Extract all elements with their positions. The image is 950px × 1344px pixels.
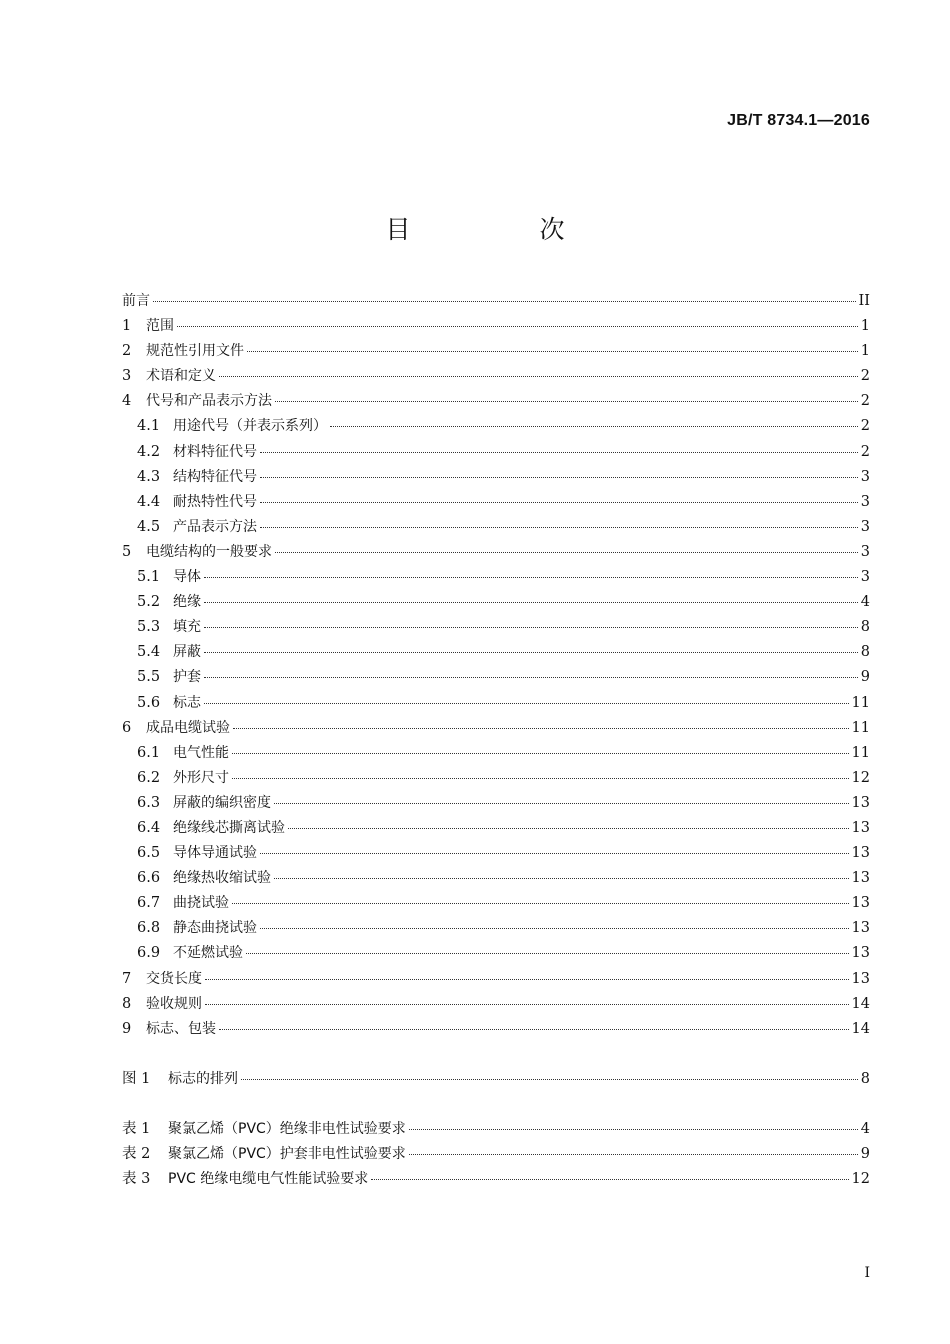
toc-entry-page: 13 xyxy=(851,819,870,836)
toc-entry-label: 导体导通试验 xyxy=(173,845,257,862)
toc-entry[interactable] xyxy=(122,540,870,565)
toc-entry-page: 1 xyxy=(860,343,870,360)
toc-entry-page: 3 xyxy=(860,493,870,510)
toc-entry-page: 2 xyxy=(860,443,870,460)
toc-main-entries xyxy=(122,289,870,1042)
toc-entry-page: 8 xyxy=(860,619,870,636)
toc-entry-page: 13 xyxy=(851,920,870,937)
toc-entry-label: 耐热特性代号 xyxy=(173,493,257,510)
toc-entry[interactable] xyxy=(122,465,870,490)
toc-entry-page: 14 xyxy=(851,1020,870,1037)
dot-leader xyxy=(204,676,858,678)
toc-entry-label: 导体 xyxy=(173,569,201,586)
dot-leader xyxy=(275,400,858,402)
toc-entry-page: 13 xyxy=(851,945,870,962)
toc-entry-number: 3 xyxy=(122,368,132,385)
toc-entry[interactable] xyxy=(122,791,870,816)
toc-entry[interactable] xyxy=(122,1017,870,1042)
toc-entry-label: 护套 xyxy=(173,669,201,686)
toc-entry-number: 6.8 xyxy=(137,920,161,937)
toc-entry-page: 8 xyxy=(860,644,870,661)
toc-entry-page: 8 xyxy=(860,1070,870,1087)
toc-entry-page: 3 xyxy=(860,569,870,586)
dot-leader xyxy=(232,752,849,754)
toc-entry-label: 电缆结构的一般要求 xyxy=(146,543,272,560)
dot-leader xyxy=(274,877,849,879)
page-title: 目 次 xyxy=(385,215,617,244)
toc-table-entries xyxy=(122,1117,870,1192)
dot-leader xyxy=(260,451,858,453)
toc-entry[interactable] xyxy=(122,1067,870,1092)
toc-entry-label: 绝缘 xyxy=(173,594,201,611)
dot-leader xyxy=(204,626,858,628)
dot-leader xyxy=(153,300,856,302)
dot-leader xyxy=(233,727,849,729)
toc-entry-page: 1 xyxy=(860,318,870,335)
dot-leader xyxy=(232,777,849,779)
toc-entry-number: 6.6 xyxy=(137,870,161,887)
toc-entry[interactable] xyxy=(122,289,870,314)
dot-leader xyxy=(246,952,849,954)
standard-code: JB/T 8734.1—2016 xyxy=(727,112,870,129)
toc-entry[interactable] xyxy=(122,490,870,515)
dot-leader xyxy=(232,902,849,904)
toc-entry-label: 前言 xyxy=(122,293,150,309)
toc-entry[interactable] xyxy=(122,816,870,841)
toc-entry-page: 11 xyxy=(851,719,870,736)
dot-leader xyxy=(219,1028,849,1030)
toc-entry-label: 屏蔽的编织密度 xyxy=(173,794,271,811)
toc-entry-number: 5.4 xyxy=(137,644,161,661)
toc-entry-number: 4.2 xyxy=(137,443,161,460)
toc-entry-number: 4.5 xyxy=(137,518,161,535)
dot-leader xyxy=(409,1153,858,1155)
toc-entry-number: 9 xyxy=(122,1020,132,1037)
toc-entry[interactable] xyxy=(122,339,870,364)
dot-leader xyxy=(205,978,849,980)
toc-entry[interactable] xyxy=(122,414,870,439)
toc-entry-number: 5.6 xyxy=(137,694,161,711)
toc-entry-number: 5.2 xyxy=(137,594,161,611)
dot-leader xyxy=(247,350,858,352)
toc-entry-label: 标志、包装 xyxy=(146,1020,216,1037)
toc-entry-number: 5.5 xyxy=(137,669,161,686)
toc-entry-page: 4 xyxy=(860,594,870,611)
toc-entry-page: 9 xyxy=(860,669,870,686)
toc-entry-page: 4 xyxy=(860,1120,870,1137)
toc-entry-label: 代号和产品表示方法 xyxy=(146,393,272,410)
dot-leader xyxy=(241,1078,858,1080)
toc-entry[interactable] xyxy=(122,916,870,941)
toc-entry-number: 4 xyxy=(122,393,132,410)
toc-entry-number: 表 2 xyxy=(122,1146,151,1162)
toc-entry-page: 13 xyxy=(851,794,870,811)
toc-entry-number: 6.7 xyxy=(137,895,161,912)
toc-entry-number: 6.2 xyxy=(137,769,161,786)
toc-entry-label: 聚氯乙烯（PVC）护套非电性试验要求 xyxy=(168,1146,406,1162)
dot-leader xyxy=(204,651,858,653)
toc-entry-label: 填充 xyxy=(173,619,201,636)
toc-entry-label: 成品电缆试验 xyxy=(146,719,230,736)
toc-entry-number: 5.1 xyxy=(137,569,161,586)
toc-entry-label: 曲挠试验 xyxy=(173,895,229,912)
dot-leader xyxy=(204,702,849,704)
toc-entry-number: 6.5 xyxy=(137,845,161,862)
toc-entry[interactable] xyxy=(122,364,870,389)
dot-leader xyxy=(260,476,858,478)
toc-entry[interactable] xyxy=(122,1142,870,1167)
toc-entry-label: 标志 xyxy=(173,694,201,711)
toc-entry-number: 2 xyxy=(122,343,132,360)
dot-leader xyxy=(330,425,858,427)
toc-entry[interactable] xyxy=(122,866,870,891)
toc-entry-label: 外形尺寸 xyxy=(173,769,229,786)
toc-entry-page: 9 xyxy=(860,1146,870,1162)
toc-entry-page: 2 xyxy=(860,368,870,385)
toc-entry-label: 不延燃试验 xyxy=(173,945,243,962)
toc-entry-label: 材料特征代号 xyxy=(173,443,257,460)
toc-entry-label: 术语和定义 xyxy=(146,368,216,385)
toc-entry-page: 12 xyxy=(851,769,870,786)
toc-entry[interactable] xyxy=(122,992,870,1017)
toc-entry-number: 4.1 xyxy=(137,418,161,435)
toc-entry[interactable] xyxy=(122,314,870,339)
toc-entry[interactable] xyxy=(122,640,870,665)
toc-entry-label: 结构特征代号 xyxy=(173,468,257,485)
toc-entry-label: 范围 xyxy=(146,318,174,335)
toc-entry[interactable] xyxy=(122,590,870,615)
toc-entry-number: 1 xyxy=(122,318,132,335)
toc-entry-number: 6.4 xyxy=(137,819,161,836)
toc-entry-page: 13 xyxy=(851,895,870,912)
table-of-contents xyxy=(122,289,870,1192)
toc-entry-label: 规范性引用文件 xyxy=(146,343,244,360)
toc-entry-page: 13 xyxy=(851,845,870,862)
toc-entry[interactable] xyxy=(122,691,870,716)
toc-entry-label: 交货长度 xyxy=(146,970,202,987)
toc-entry[interactable] xyxy=(122,766,870,791)
toc-entry-page: 11 xyxy=(851,744,870,761)
toc-entry-number: 6.1 xyxy=(137,744,161,761)
toc-entry-label: 屏蔽 xyxy=(173,644,201,661)
dot-leader xyxy=(274,802,849,804)
toc-entry-number: 4.4 xyxy=(137,493,161,510)
toc-entry-page: 13 xyxy=(851,970,870,987)
dot-leader xyxy=(371,1178,848,1180)
toc-entry-label: 绝缘线芯撕离试验 xyxy=(173,819,285,836)
dot-leader xyxy=(205,1003,849,1005)
toc-entry-label: 绝缘热收缩试验 xyxy=(173,870,271,887)
toc-entry-number: 图 1 xyxy=(122,1070,151,1087)
toc-entry-number: 6.3 xyxy=(137,794,161,811)
toc-entry-page: 11 xyxy=(851,694,870,711)
toc-entry-label: 产品表示方法 xyxy=(173,518,257,535)
toc-entry[interactable] xyxy=(122,891,870,916)
dot-leader xyxy=(409,1128,858,1130)
toc-entry-page: 3 xyxy=(860,518,870,535)
toc-entry-label: 电气性能 xyxy=(173,744,229,761)
toc-entry-number: 6.9 xyxy=(137,945,161,962)
toc-entry-page: 3 xyxy=(860,543,870,560)
toc-entry-page: II xyxy=(858,293,870,309)
toc-entry[interactable] xyxy=(122,841,870,866)
toc-entry-number: 6 xyxy=(122,719,132,736)
dot-leader xyxy=(260,852,849,854)
section-spacer xyxy=(122,1042,870,1067)
toc-entry-label: PVC 绝缘电缆电气性能试验要求 xyxy=(168,1171,369,1188)
toc-entry[interactable] xyxy=(122,716,870,741)
toc-figure-entries xyxy=(122,1067,870,1092)
toc-entry-page: 2 xyxy=(860,393,870,410)
dot-leader xyxy=(219,375,858,377)
dot-leader xyxy=(204,576,858,578)
dot-leader xyxy=(275,551,858,553)
toc-entry-page: 12 xyxy=(851,1171,870,1188)
toc-entry[interactable] xyxy=(122,1117,870,1142)
toc-entry-page: 13 xyxy=(851,870,870,887)
dot-leader xyxy=(288,827,849,829)
toc-entry-number: 7 xyxy=(122,970,132,987)
toc-entry-number: 8 xyxy=(122,995,132,1012)
toc-entry[interactable] xyxy=(122,1167,870,1192)
toc-entry-page: 2 xyxy=(860,418,870,435)
toc-entry-number: 表 3 xyxy=(122,1171,151,1188)
section-spacer xyxy=(122,1092,870,1117)
dot-leader xyxy=(204,601,858,603)
page-number: I xyxy=(864,1265,870,1281)
toc-entry-page: 3 xyxy=(860,468,870,485)
dot-leader xyxy=(260,526,858,528)
toc-entry[interactable] xyxy=(122,941,870,966)
toc-entry[interactable] xyxy=(122,967,870,992)
toc-entry[interactable] xyxy=(122,440,870,465)
toc-entry-number: 5 xyxy=(122,543,132,560)
toc-entry-label: 静态曲挠试验 xyxy=(173,920,257,937)
toc-entry-number: 5.3 xyxy=(137,619,161,636)
toc-entry[interactable] xyxy=(122,741,870,766)
toc-entry[interactable] xyxy=(122,389,870,414)
toc-entry-label: 用途代号（并表示系列） xyxy=(173,418,327,435)
toc-entry-label: 聚氯乙烯（PVC）绝缘非电性试验要求 xyxy=(168,1120,406,1137)
toc-entry-number: 4.3 xyxy=(137,468,161,485)
toc-entry[interactable] xyxy=(122,565,870,590)
dot-leader xyxy=(177,325,858,327)
toc-entry-number: 表 1 xyxy=(122,1120,151,1137)
dot-leader xyxy=(260,927,849,929)
toc-entry[interactable] xyxy=(122,615,870,640)
toc-entry[interactable] xyxy=(122,665,870,690)
toc-entry-page: 14 xyxy=(851,995,870,1012)
toc-entry[interactable] xyxy=(122,515,870,540)
toc-entry-label: 验收规则 xyxy=(146,995,202,1012)
toc-entry-label: 标志的排列 xyxy=(168,1070,238,1087)
dot-leader xyxy=(260,501,858,503)
